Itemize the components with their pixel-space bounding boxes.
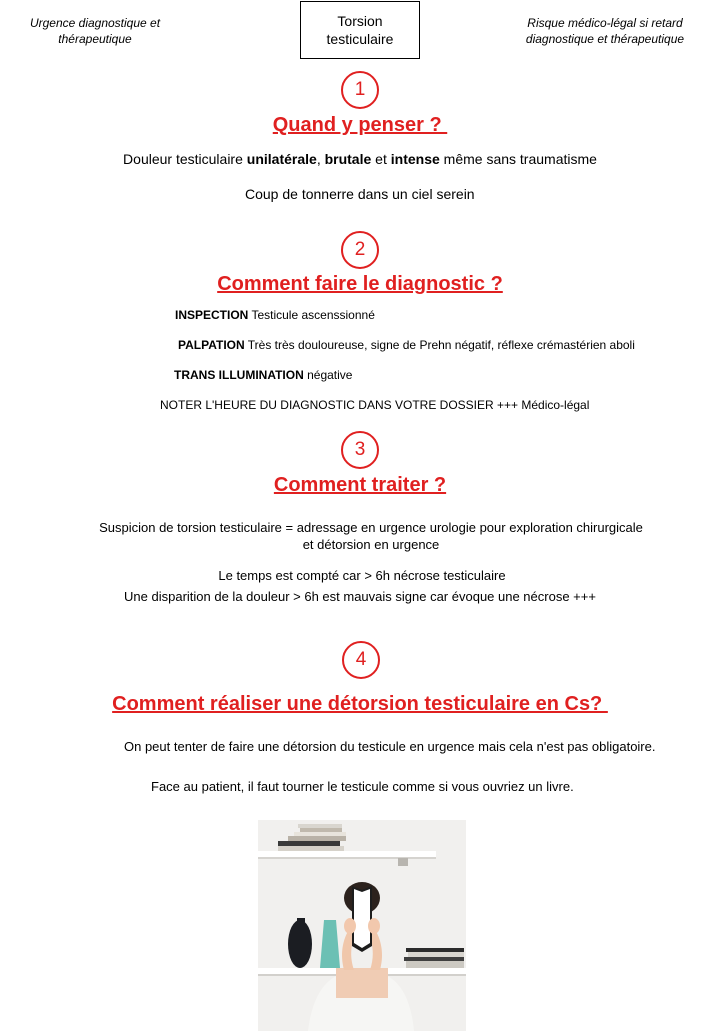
header-right-note: Risque médico-légal si retard diagnostique et thérapeutique [525, 16, 685, 46]
section-4-p2: Face au patient, il faut tourner le testicule comme si vous ouvriez un livre. [151, 779, 574, 794]
section-2-number: 2 [341, 231, 379, 269]
section-4-p1: On peut tenter de faire une détorsion du testicule en urgence mais cela n'est pas obligatoire. [124, 739, 656, 754]
section-2-heading: Comment faire le diagnostic ? [217, 273, 503, 295]
title-box [300, 1, 420, 59]
section-3-p1-line-1: Suspicion de torsion testiculaire = adressage en urgence urologie pour exploration chirurgicale [99, 520, 643, 535]
section-3-heading: Comment traiter ? [273, 474, 447, 496]
section-3-number: 3 [341, 431, 379, 469]
section-3-p2-line-2: Une disparition de la douleur > 6h est mauvais signe car évoque une nécrose +++ [124, 589, 596, 604]
section-2-item-inspection: INSPECTION Testicule ascenssionné [175, 308, 375, 322]
section-2-note: NOTER L'HEURE DU DIAGNOSTIC DANS VOTRE DOSSIER +++ Médico-légal [160, 398, 590, 412]
title-line-2: testiculaire [326, 31, 394, 47]
section-1-line-2: Coup de tonnerre dans un ciel serein [245, 186, 475, 202]
section-1-number: 1 [341, 71, 379, 109]
section-4-number: 4 [342, 641, 380, 679]
illustration-photo [258, 820, 466, 1031]
section-1-line-1: Douleur testiculaire unilatérale, brutale et intense même sans traumatisme [123, 151, 597, 167]
section-2-item-palpation: PALPATION Très très douloureuse, signe de Prehn négatif, réflexe crémastérien aboli [178, 338, 635, 352]
header-left-note: Urgence diagnostique et thérapeutique [29, 16, 161, 46]
section-2-item-trans-illumination: TRANS ILLUMINATION négative [174, 368, 353, 382]
section-3-p2-line-1: Le temps est compté car > 6h nécrose testiculaire [218, 568, 506, 583]
title-line-1: Torsion [337, 13, 383, 29]
section-3-p1-line-2: et détorsion en urgence [302, 537, 440, 552]
section-4-heading: Comment réaliser une détorsion testiculaire en Cs? [112, 693, 608, 715]
photo-drawing [258, 820, 466, 1031]
section-1-heading: Quand y penser ? [272, 114, 448, 136]
